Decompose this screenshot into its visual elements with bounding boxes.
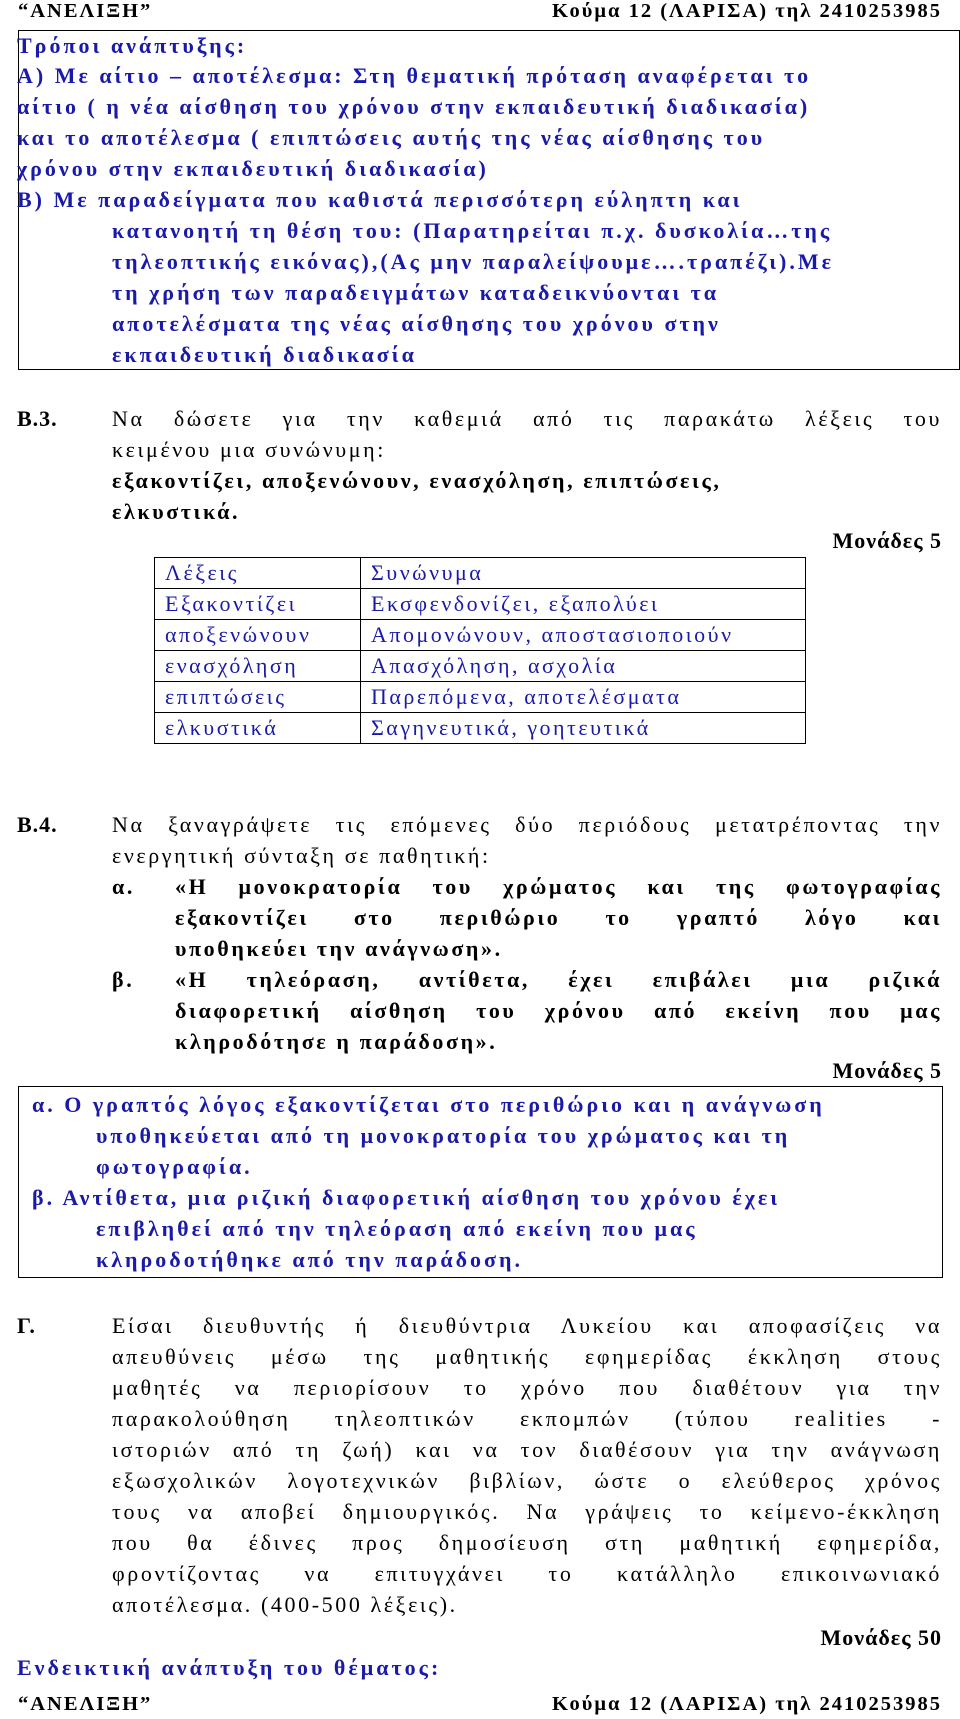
marks-label: Μονάδες 50 [820,1625,942,1650]
question-text: ενεργητική σύνταξη σε παθητική: [112,843,491,868]
box-line: αίτιο ( η νέα αίσθηση του χρόνου στην εκπαιδευτική διαδικασία) [17,94,811,119]
question-text: που θα έδινες προς δημοσίευση στη μαθητική εφημερίδα, [112,1530,942,1555]
marks-label: Μονάδες 5 [832,1058,942,1083]
marks-label: Μονάδες 5 [832,528,942,553]
table-cell-word: ενασχόληση [155,651,361,682]
question-text: τους να αποβεί δημιουργικός. Να γράψεις το κείμενο-έκκληση [112,1499,942,1524]
sentence-b-line: κληροδότησε η παράδοση». [175,1029,498,1054]
box-line: τηλεοπτικής εικόνας),(Ας μην παραλείψουμε….τραπέζι).Με [112,249,835,274]
table-cell-synonym: Παρεπόμενα, αποτελέσματα [361,682,806,713]
table-cell-word: αποξενώνουν [155,620,361,651]
box-line: αποτελέσματα της νέας αίσθησης του χρόνου στην [112,311,721,336]
question-words: εξακοντίζει, αποξενώνουν, ενασχόληση, επιπτώσεις, [112,468,722,493]
question-text: φροντίζοντας να επιτυγχάνει το κατάλληλο επικοινωνιακό [112,1561,942,1586]
box-line-heading: Τρόποι ανάπτυξης: [17,33,248,58]
answer-line: υποθηκεύεται από τη μονοκρατορία του χρώματος και τη [96,1123,791,1148]
table-cell-synonym: Σαγηνευτικά, γοητευτικά [361,713,806,744]
question-label-b4: Β.4. [17,812,58,837]
box-line: Α) Με αίτιο – αποτέλεσμα: Στη θεματική πρόταση αναφέρεται το [17,63,812,88]
table-row [155,620,806,651]
question-text: Να δώσετε για την καθεμιά από τις παρακάτω λέξεις του [112,406,942,431]
sentence-a-line: εξακοντίζει στο περιθώριο το γραπτό λόγο και [175,905,942,930]
box-line: Β) Με παραδείγματα που καθιστά περισσότερη εύληπτη και [17,187,743,212]
box-line: εκπαιδευτική διαδικασία [112,342,417,367]
question-text: Είσαι διευθυντής ή διευθύντρια Λυκείου και αποφασίζεις να [112,1313,942,1338]
table-cell-synonym: Απομονώνουν, αποστασιοποιούν [361,620,806,651]
header-address: Κούμα 12 (ΛΑΡΙΣΑ) τηλ 2410253985 [551,0,942,22]
answer-line: φωτογραφία. [96,1154,253,1179]
question-label-g: Γ. [17,1313,36,1338]
table-cell-synonym: Απασχόληση, ασχολία [361,651,806,682]
box-line: κατανοητή τη θέση του: (Παρατηρείται π.χ. δυσκολία…της [112,218,833,243]
question-text: αποτέλεσμα. (400-500 λέξεις). [112,1592,458,1617]
question-text: απευθύνεις μέσω της μαθητικής εφημερίδας έκκληση στους [112,1344,942,1369]
sentence-b-line: «Η τηλεόραση, αντίθετα, έχει επιβάλει μια ριζικά [175,967,942,992]
table-row [155,713,806,744]
question-text: Να ξαναγράψετε τις επόμενες δύο περιόδους μετατρέποντας την [112,812,942,837]
table-header-cell: Συνώνυμα [361,558,806,589]
sentence-a-line: υποθηκεύει την ανάγνωση». [175,936,503,961]
box-line: τη χρήση των παραδειγμάτων καταδεικνύονται τα [112,280,720,305]
sub-label-b: β. [112,967,135,992]
table-row [155,589,806,620]
table-cell-word: Εξακοντίζει [155,589,361,620]
table-cell-word: ελκυστικά [155,713,361,744]
table-header-row [155,558,806,589]
sentence-b-line: διαφορετική αίσθηση του χρόνου από εκείνη που μας [175,998,942,1023]
table-row [155,651,806,682]
question-label-b3: Β.3. [17,406,58,431]
question-words: ελκυστικά. [112,499,241,524]
answer-line: β. Αντίθετα, μια ριζική διαφορετική αίσθηση του χρόνου έχει [32,1185,781,1210]
header-brand: “ΑΝΕΛΙΞΗ” [18,0,153,22]
answer-line: α. Ο γραπτός λόγος εξακοντίζεται στο περιθώριο και η ανάγνωση [32,1092,825,1117]
sentence-a-line: «Η μονοκρατορία του χρώματος και της φωτογραφίας [175,874,942,899]
box-line: και το αποτέλεσμα ( επιπτώσεις αυτής της νέας αίσθησης του [17,125,766,150]
synonyms-table [154,557,806,744]
footer-address: Κούμα 12 (ΛΑΡΙΣΑ) τηλ 2410253985 [551,1693,942,1715]
box-line: χρόνου στην εκπαιδευτική διαδικασία) [17,156,489,181]
question-text: παρακολούθηση τηλεοπτικών εκπομπών (τύπου realities - [112,1406,942,1431]
table-row [155,682,806,713]
answer-line: κληροδοτήθηκε από την παράδοση. [96,1247,523,1272]
question-text: μαθητές να περιορίσουν το χρόνο που διαθέτουν για την [112,1375,942,1400]
answer-line: επιβληθεί από την τηλεόραση από εκείνη που μας [96,1216,698,1241]
table-cell-synonym: Εκσφενδονίζει, εξαπολύει [361,589,806,620]
section-heading: Ενδεικτική ανάπτυξη του θέματος: [17,1655,442,1680]
footer-brand: “ΑΝΕΛΙΞΗ” [18,1693,153,1715]
question-text: ιστοριών από τη ζωή) και να τον διαθέσουν για την ανάγνωση [112,1437,942,1462]
question-text: κειμένου μια συνώνυμη: [112,437,386,462]
table-cell-word: επιπτώσεις [155,682,361,713]
question-text: εξωσχολικών λογοτεχνικών βιβλίων, ώστε ο ελεύθερος χρόνος [112,1468,942,1493]
sub-label-a: α. [112,874,135,899]
table-header-cell: Λέξεις [155,558,361,589]
